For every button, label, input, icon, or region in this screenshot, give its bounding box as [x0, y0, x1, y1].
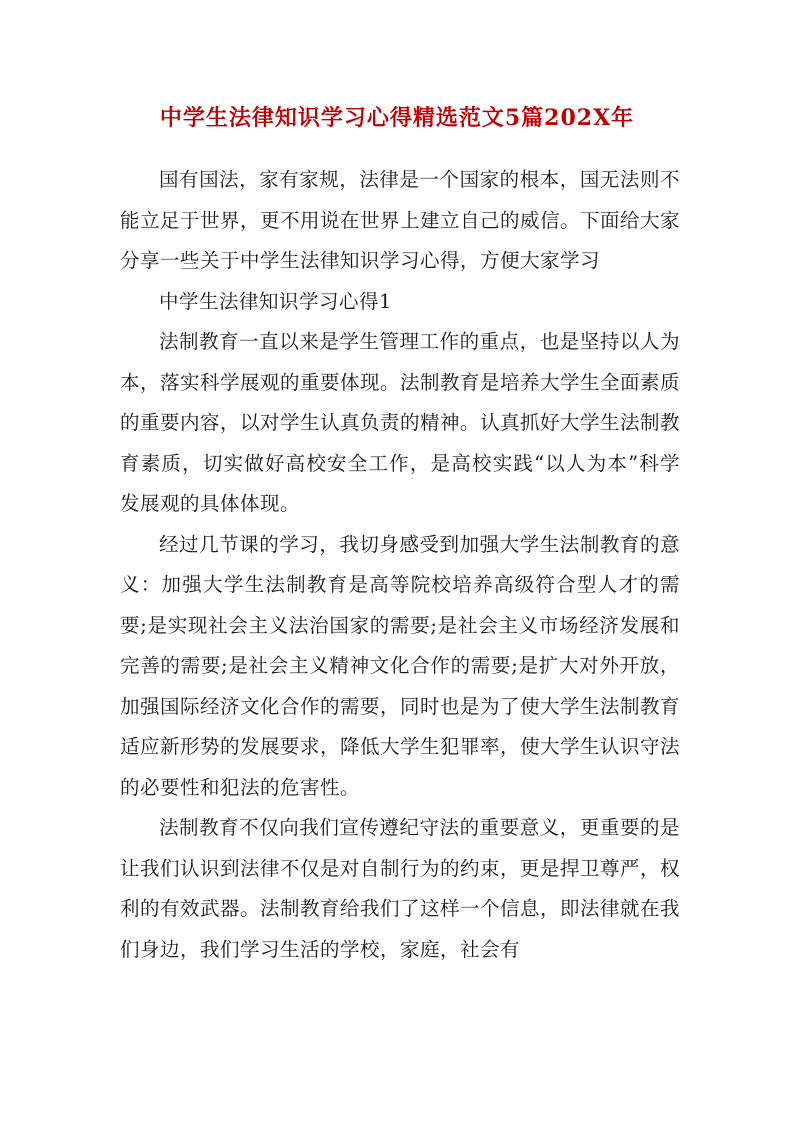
document-title: 中学生法律知识学习心得精选范文5篇202X年: [159, 105, 635, 131]
intro-paragraph: 国有国法，家有家规，法律是一个国家的根本，国无法则不能立足于世界，更不用说在世界上建立自己的威信。下面给大家分享一些关于中学生法律知识学习心得，方便大家学习: [120, 168, 681, 272]
section-heading: 中学生法律知识学习心得1: [159, 289, 392, 313]
body-paragraph: 法制教育不仅向我们宣传遵纪守法的重要意义，更重要的是让我们认识到法律不仅是对自制行为的约束，更是捍卫尊严，权利的有效武器。法制教育给我们了这样一个信息，即法律就在我们身边，我们学习生活的学校，家庭，社会有: [120, 816, 681, 961]
document-body: [120, 160, 680, 970]
body-paragraph: 法制教育一直以来是学生管理工作的重点，也是坚持以人为本，落实科学展观的重要体现。法制教育是培养大学生全面素质的重要内容，以对学生认真负责的精神。认真抓好大学生法制教育素质，切实做好高校安全工作，是高校实践“以人为本”科学发展观的具体体现。: [120, 330, 681, 515]
body-paragraph: 经过几节课的学习，我切身感受到加强大学生法制教育的意义：加强大学生法制教育是高等院校培养高级符合型人才的需要;是实现社会主义法治国家的需要;是社会主义市场经济发展和完善的需要;是社会主义精神文化合作的需要;是扩大对外开放，加强国际经济文化合作的需要，同时也是为了使大学生法制教育适应新形势的发展要求，降低大学生犯罪率，使大学生认识守法的必要性和犯法的危害性。: [120, 532, 681, 799]
